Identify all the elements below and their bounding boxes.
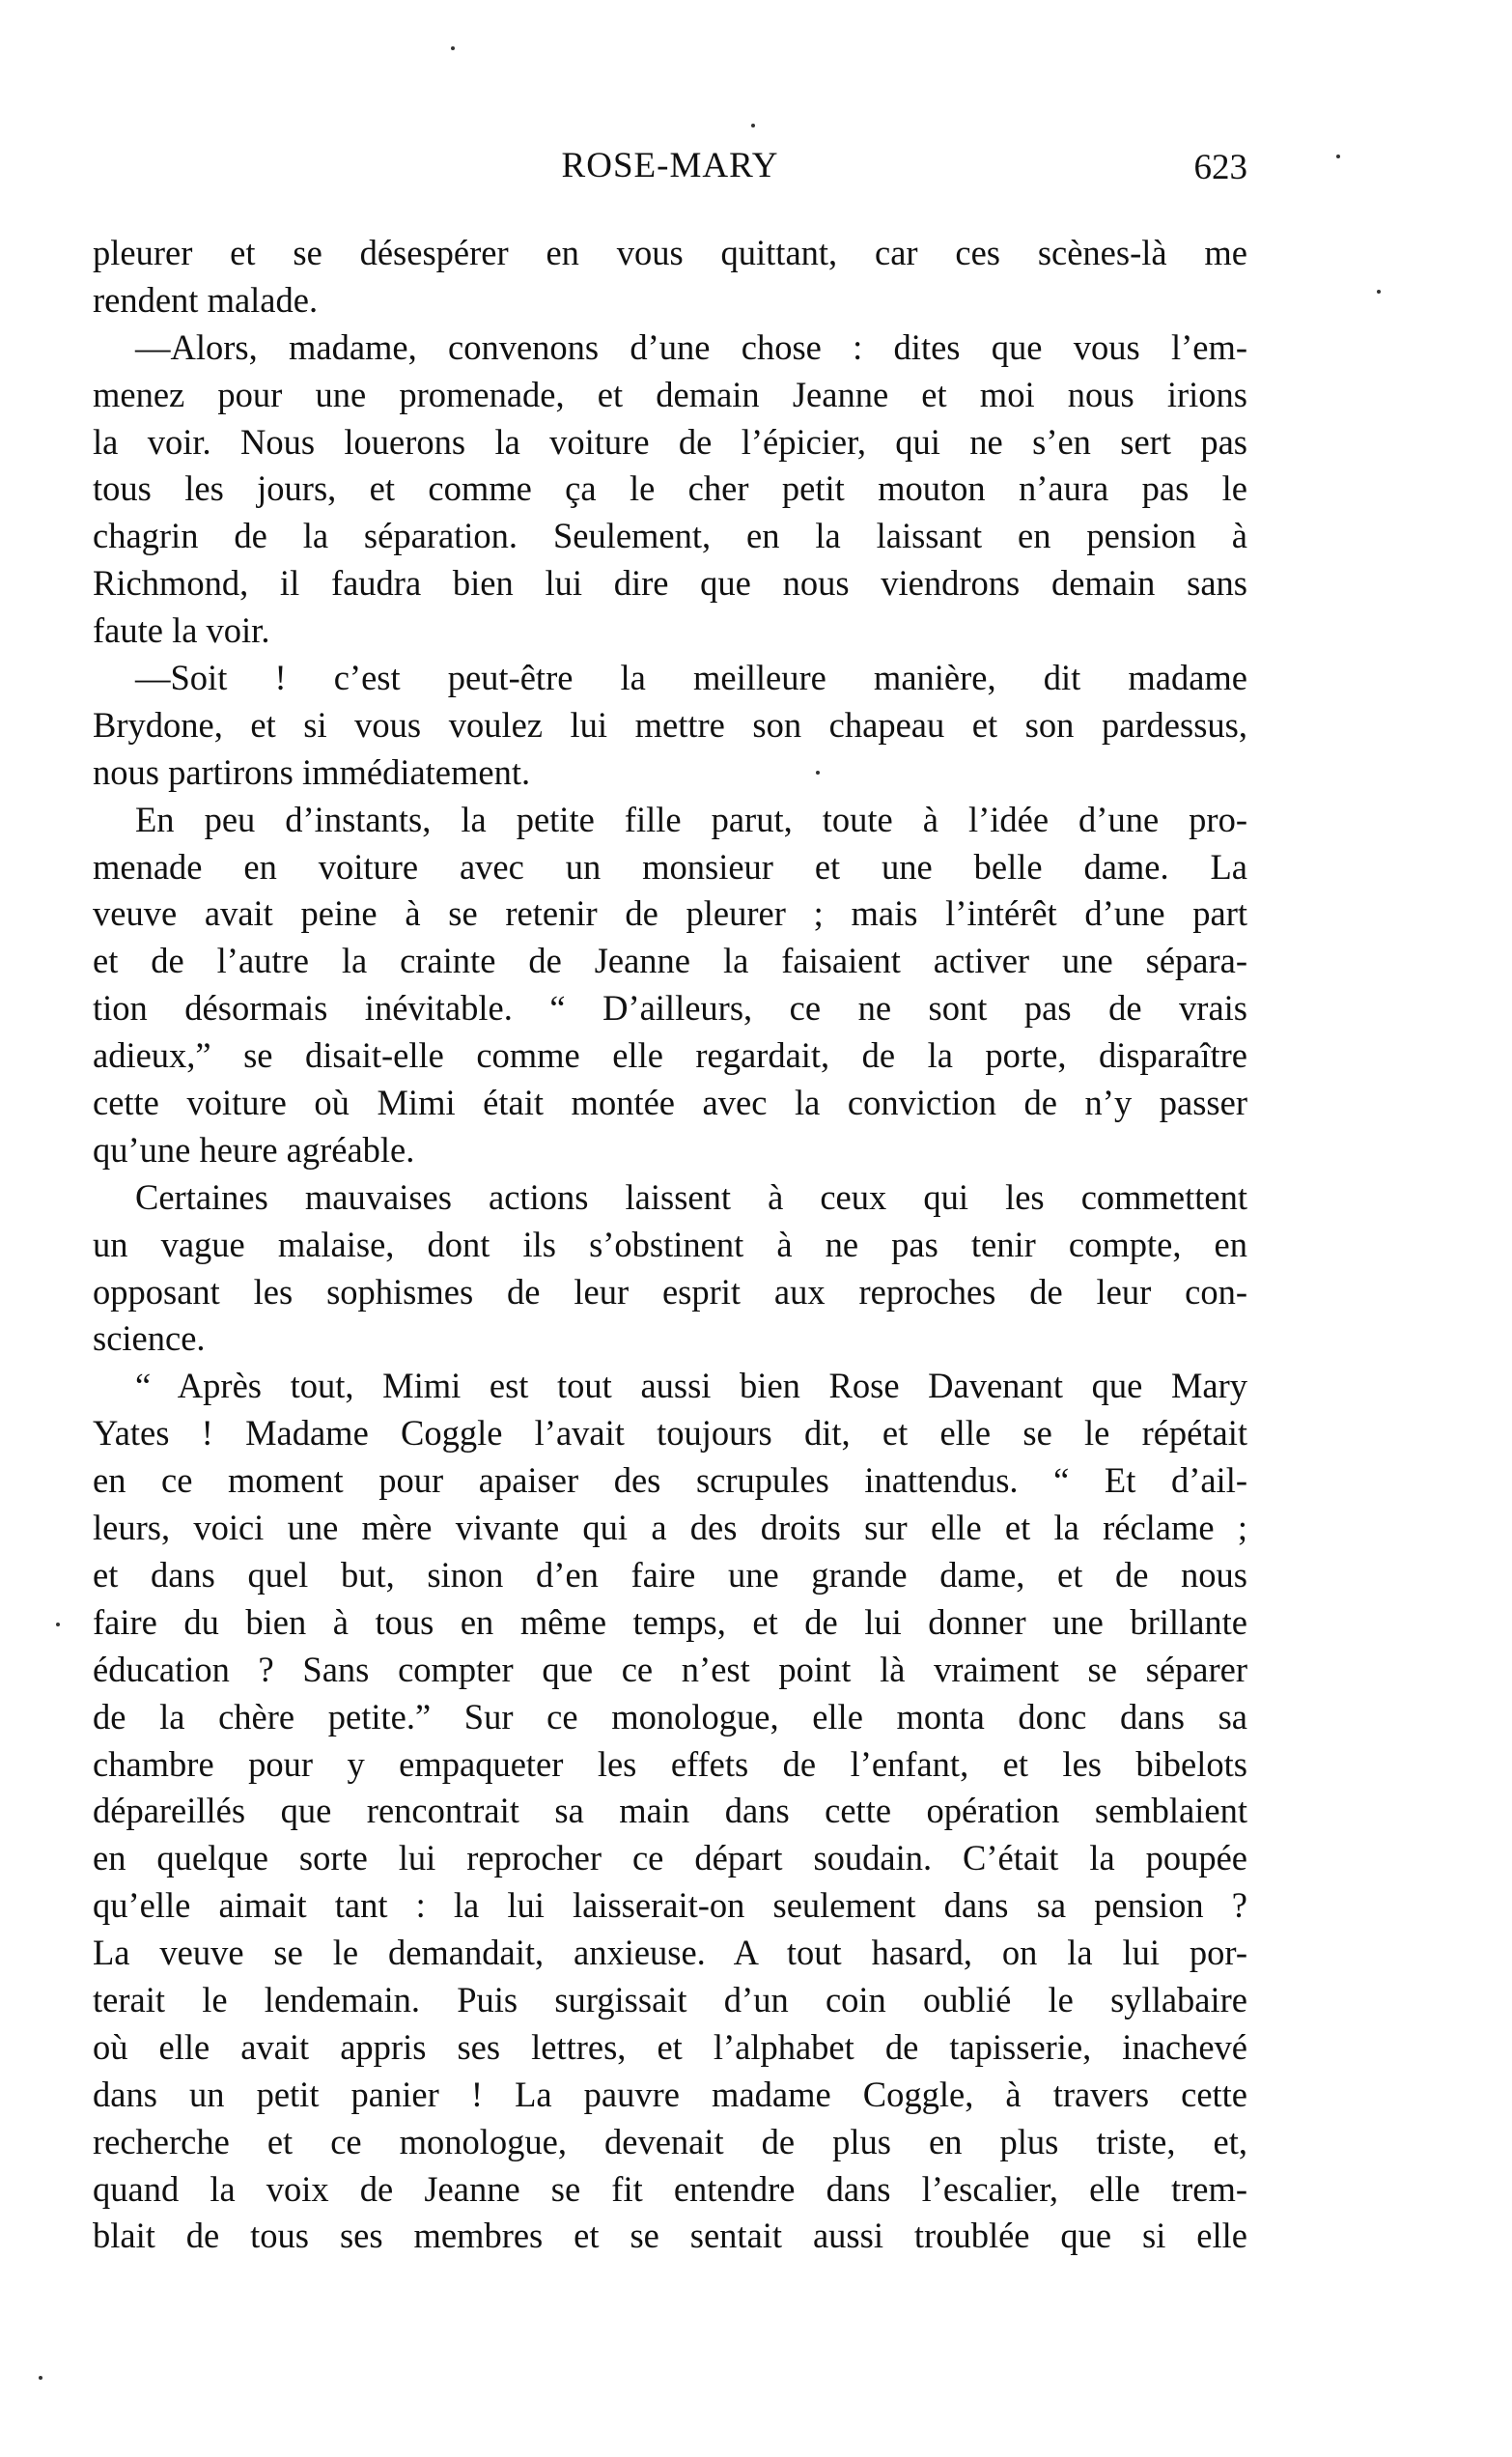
text-line: et de l’autre la crainte de Jeanne la faisaient activer une sépara- (93, 941, 1247, 981)
print-speck (1377, 290, 1381, 294)
text-line: Certaines mauvaises actions laissent à ceux qui les commettent (135, 1176, 1247, 1217)
running-title: ROSE-MARY (561, 146, 779, 185)
text-line: tous les jours, et comme ça le cher petit mouton n’aura pas le (93, 468, 1247, 509)
text-line: tion désormais inévitable. “ D’ailleurs, ce ne sont pas de vrais (93, 988, 1247, 1029)
text-line: éducation ? Sans compter que ce n’est point là vraiment se séparer (93, 1649, 1247, 1689)
text-line: et dans quel but, sinon d’en faire une grande dame, et de nous (93, 1554, 1247, 1595)
text-line: science. (93, 1318, 206, 1359)
text-line: veuve avait peine à se retenir de pleurer ; mais l’intérêt d’une part (93, 893, 1247, 934)
text-line: Richmond, il faudra bien lui dire que nous viendrons demain sans (93, 563, 1247, 604)
text-line: recherche et ce monologue, devenait de plus en plus triste, et, (93, 2121, 1247, 2161)
print-speck (39, 2376, 42, 2380)
text-line: Brydone, et si vous voulez lui mettre son chapeau et son pardessus, (93, 704, 1247, 745)
text-line: Yates ! Madame Coggle l’avait toujours dit, et elle se le répétait (93, 1413, 1247, 1454)
text-line: “ Après tout, Mimi est tout aussi bien Rose Davenant que Mary (135, 1366, 1247, 1406)
text-line: terait le lendemain. Puis surgissait d’un coin oublié le syllabaire (93, 1979, 1247, 2019)
text-line: leurs, voici une mère vivante qui a des droits sur elle et la réclame ; (93, 1508, 1247, 1548)
text-line: qu’elle aimait tant : la lui laisserait-on seulement dans sa pension ? (93, 1885, 1247, 1926)
text-line: pleurer et se désespérer en vous quittant, car ces scènes-là me (93, 233, 1247, 272)
text-line: menez pour une promenade, et demain Jeanne et moi nous irions (93, 374, 1247, 414)
text-line: faute la voir. (93, 610, 270, 651)
text-line: chagrin de la séparation. Seulement, en la laissant en pension à (93, 516, 1247, 556)
print-speck (816, 771, 820, 775)
print-speck (451, 46, 455, 50)
text-line: la voir. Nous louerons la voiture de l’épicier, qui ne s’en sert pas (93, 421, 1247, 462)
text-line: en ce moment pour apaiser des scrupules inattendus. “ Et d’ail- (93, 1460, 1247, 1501)
text-line: La veuve se le demandait, anxieuse. A tout hasard, on la lui por- (93, 1933, 1247, 1973)
text-line: de la chère petite.” Sur ce monologue, elle monta donc dans sa (93, 1696, 1247, 1737)
text-line: chambre pour y empaqueter les effets de l’enfant, et les bibelots (93, 1743, 1247, 1784)
text-line: qu’une heure agréable. (93, 1129, 415, 1170)
text-line: opposant les sophismes de leur esprit aux reproches de leur con- (93, 1271, 1247, 1312)
text-line: nous partirons immédiatement. (93, 751, 531, 792)
body-text (93, 230, 1247, 2260)
page-header (93, 145, 1247, 193)
text-line: en quelque sorte lui reprocher ce départ soudain. C’était la poupée (93, 1838, 1247, 1878)
print-speck (56, 1623, 60, 1626)
page-number: 623 (1193, 148, 1247, 187)
text-line: cette voiture où Mimi était montée avec la conviction de n’y passer (93, 1083, 1247, 1123)
text-line: menade en voiture avec un monsieur et une belle dame. La (93, 846, 1247, 887)
text-line: adieux,” se disait-elle comme elle regardait, de la porte, disparaître (93, 1035, 1247, 1076)
text-line: quand la voix de Jeanne se fit entendre dans l’escalier, elle trem- (93, 2168, 1247, 2209)
print-speck (751, 124, 755, 127)
text-line: un vague malaise, dont ils s’obstinent à ne pas tenir compte, en (93, 1224, 1247, 1264)
text-line: faire du bien à tous en même temps, et de lui donner une brillante (93, 1601, 1247, 1642)
text-line: où elle avait appris ses lettres, et l’alphabet de tapisserie, inachevé (93, 2026, 1247, 2067)
text-line: blait de tous ses membres et se sentait aussi troublée que si elle (93, 2216, 1247, 2256)
text-line: —Alors, madame, convenons d’une chose : dites que vous l’em- (135, 326, 1247, 367)
text-line: rendent malade. (93, 279, 319, 320)
text-line: En peu d’instants, la petite fille parut, toute à l’idée d’une pro- (135, 799, 1247, 839)
print-speck (1336, 155, 1340, 158)
text-line: dépareillés que rencontrait sa main dans cette opération semblaient (93, 1791, 1247, 1831)
text-line: dans un petit panier ! La pauvre madame Coggle, à travers cette (93, 2074, 1247, 2114)
text-line: —Soit ! c’est peut-être la meilleure manière, dit madame (135, 658, 1247, 698)
